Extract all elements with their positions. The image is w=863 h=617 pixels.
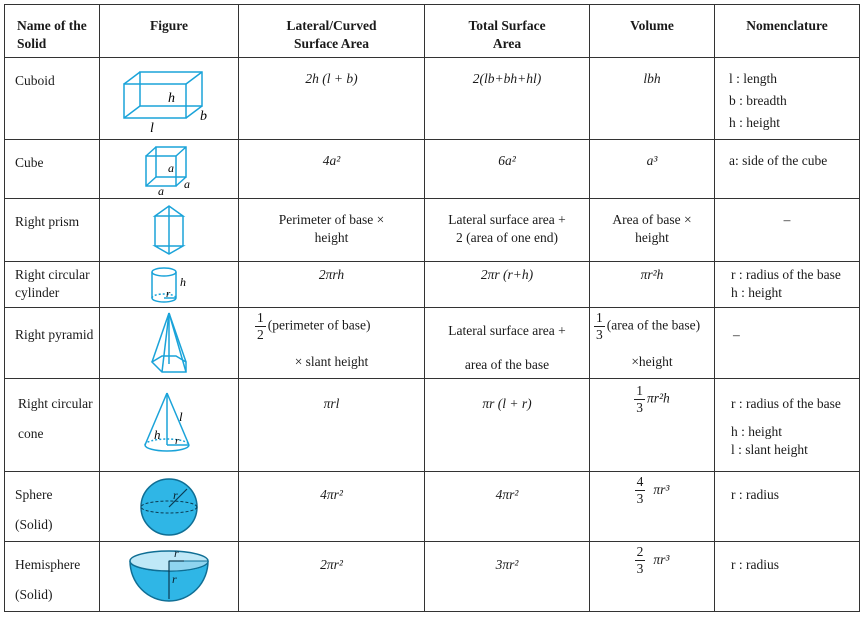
cone-nom-3: l : slant height [731,442,808,457]
hemisphere-volume [590,542,715,612]
cylinder-total: 2πr (r+h) [425,262,590,308]
pyramid-name: Right pyramid [5,308,100,379]
cylinder-figure [100,262,239,308]
cuboid-total: 2(lb+bh+hl) [425,58,590,140]
cube-figure [100,140,239,199]
hemisphere-icon [124,547,214,607]
header-total: Total Surface Area [425,5,590,58]
sphere-volume-num: 4 [636,474,644,489]
prism-total: Lateral surface area + 2 (area of one end) [425,199,590,262]
cube-total: 6a² [425,140,590,199]
cone-icon [137,387,201,463]
prism-nomenclature: – [715,199,860,262]
header-lateral: Lateral/Curved Surface Area [239,5,425,58]
pyramid-total [425,308,590,379]
cuboid-icon [114,62,224,136]
cube-a3-label: a [158,184,164,196]
cuboid-h-label: h [168,90,175,106]
cylinder-h-label: h [180,274,186,289]
hemisphere-name [5,542,100,612]
hemisphere-volume-num: 2 [636,544,644,559]
row-prism [5,199,860,262]
pyramid-icon [144,310,194,376]
pyramid-lateral-num: 1 [257,310,264,325]
sphere-volume-fraction [635,474,646,507]
row-sphere [5,472,860,542]
cuboid-nom-2: b : breadth [729,93,787,108]
prism-volume: Area of base × height [590,199,715,262]
pyramid-nomenclature: – [715,308,860,379]
sphere-volume [590,472,715,542]
sphere-icon [137,475,201,539]
cone-volume-fraction [634,383,645,416]
cone-lateral: πrl [239,379,425,472]
cuboid-nom-3: h : height [729,115,780,130]
pyramid-lateral-den: 2 [257,327,264,342]
cone-volume-den: 3 [636,400,643,415]
sphere-lateral: 4πr² [239,472,425,542]
sphere-figure [100,472,239,542]
cube-a1-label: a [168,161,174,175]
header-nomenclature: Nomenclature [715,5,860,58]
cylinder-nom-1: r : radius of the base [731,267,841,282]
header-volume: Volume [590,5,715,58]
prism-figure [100,199,239,262]
cylinder-name: Right circular cylinder [5,262,100,308]
cone-nom-2: h : height [731,424,782,439]
sphere-name [5,472,100,542]
pyramid-lateral-a: (perimeter of base) [267,317,371,333]
header-figure: Figure [100,5,239,58]
hemisphere-nomenclature: r : radius [715,542,860,612]
cube-nomenclature: a: side of the cube [715,140,860,199]
prism-lateral: Perimeter of base × height [239,199,425,262]
cube-lateral: 4a² [239,140,425,199]
pyramid-lateral-b: × slant height [294,354,369,369]
pyramid-lateral [239,308,425,379]
cone-nom-1: r : radius of the base [731,396,841,411]
cone-h-label: h [154,427,161,442]
sphere-volume-den: 3 [636,491,644,506]
row-cylinder [5,262,860,308]
cube-name: Cube [5,140,100,199]
cone-l-label: l [179,409,183,424]
hemisphere-volume-fraction [635,544,646,577]
pyramid-volume-den: 3 [596,327,603,342]
pyramid-total-a: Lateral surface area + [448,323,566,338]
hemisphere-r2-label: r [172,571,177,586]
cylinder-volume: πr²h [590,262,715,308]
cone-name-b: cone [18,426,44,441]
cuboid-lateral: 2h (l + b) [239,58,425,140]
hemisphere-volume-den: 3 [636,561,644,576]
hemisphere-name-b: (Solid) [15,587,53,602]
sphere-name-b: (Solid) [15,517,53,532]
hemisphere-figure [100,542,239,612]
cuboid-nom-1: l : length [729,71,777,86]
cuboid-figure [100,58,239,140]
cone-figure [100,379,239,472]
cone-name [5,379,100,472]
pyramid-figure [100,308,239,379]
cylinder-lateral: 2πrh [239,262,425,308]
sphere-nomenclature: r : radius [715,472,860,542]
cube-icon [134,142,204,196]
cone-volume-num: 1 [636,383,643,398]
row-cone [5,379,860,472]
row-pyramid [5,308,860,379]
cone-nomenclature [715,379,860,472]
cuboid-volume: lbh [590,58,715,140]
header-name: Name of the Solid [5,5,100,58]
prism-icon [149,202,189,258]
header-row [5,5,860,58]
cylinder-nom-2: h : height [731,285,782,300]
cone-total: πr (l + r) [425,379,590,472]
pyramid-volume-b: ×height [631,354,673,369]
solids-table [4,4,860,612]
cylinder-r-label: r [166,287,171,300]
pyramid-total-b: area of the base [464,357,550,372]
cuboid-b-label: b [200,108,207,124]
cuboid-l-label: l [150,120,154,136]
sphere-name-a: Sphere [15,487,53,502]
cylinder-nomenclature [715,262,860,308]
sphere-volume-expr: πr³ [653,481,670,497]
cone-volume-expr: πr²h [646,390,670,406]
hemisphere-r1-label: r [174,546,179,560]
cone-name-a: Right circular [18,396,93,411]
prism-name: Right prism [5,199,100,262]
cuboid-name: Cuboid [5,58,100,140]
cube-volume: a³ [590,140,715,199]
row-hemisphere [5,542,860,612]
hemisphere-total: 3πr² [425,542,590,612]
sphere-total: 4πr² [425,472,590,542]
row-cuboid [5,58,860,140]
row-cube [5,140,860,199]
pyramid-volume-fraction [594,310,605,343]
pyramid-volume-a: (area of the base) [606,317,701,333]
pyramid-lateral-fraction [255,310,266,343]
cylinder-icon [144,264,194,306]
pyramid-volume [590,308,715,379]
pyramid-volume-num: 1 [596,310,603,325]
cone-r-label: r [175,435,180,447]
sphere-r-label: r [173,487,178,502]
cone-volume [590,379,715,472]
hemisphere-volume-expr: πr³ [653,551,670,567]
cube-a2-label: a [184,177,190,191]
hemisphere-name-a: Hemisphere [15,557,81,572]
hemisphere-lateral: 2πr² [239,542,425,612]
cuboid-nomenclature [715,58,860,140]
